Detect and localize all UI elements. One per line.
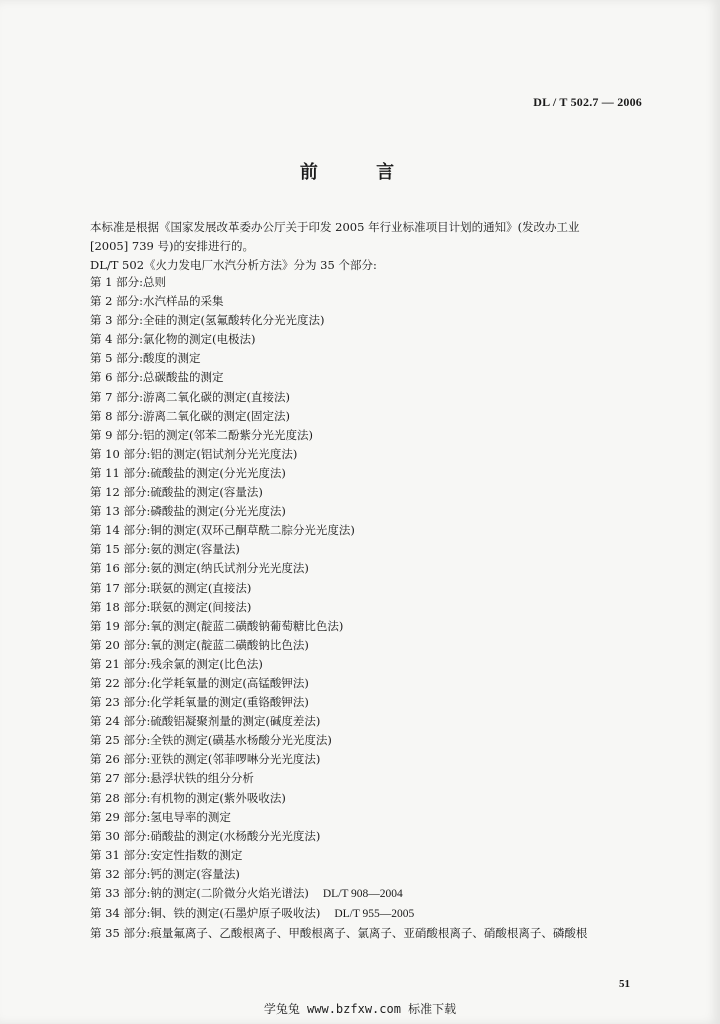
part-title: 总碳酸盐的测定 [143, 370, 224, 385]
part-title: 硫酸盐的测定(分光光度法) [150, 465, 286, 480]
list-item [90, 292, 642, 311]
part-title: 有机物的测定(紫外吸收法) [150, 790, 286, 805]
part-number: 第 3 部分: [90, 313, 144, 328]
intro-paragraph [90, 218, 642, 275]
part-number: 第 10 部分: [90, 446, 151, 461]
list-item [90, 483, 642, 502]
part-title: 痕量氟离子、乙酸根离子、甲酸根离子、氯离子、亚硝酸根离子、硝酸根离子、磷酸根 [150, 926, 588, 941]
part-title: 总则 [143, 275, 167, 289]
part-title: 联氨的测定(间接法) [150, 599, 252, 614]
part-title: 酸度的测定 [143, 351, 201, 366]
part-title: 氨的测定(容量法) [150, 542, 240, 557]
list-item [90, 865, 642, 884]
list-item [90, 388, 642, 407]
part-title: 悬浮状铁的组分分析 [150, 771, 254, 786]
part-standard-ref: DL/T 908—2004 [322, 888, 403, 900]
part-title: 氧的测定(靛蓝二磺酸钠比色法) [150, 637, 309, 652]
list-item [90, 750, 642, 769]
part-title: 钙的测定(容量法) [150, 866, 240, 881]
list-item [90, 311, 642, 330]
list-item [90, 769, 642, 788]
part-title: 氯化物的测定(电极法) [143, 332, 256, 347]
list-item [90, 540, 642, 559]
list-item [90, 407, 642, 426]
part-title: 联氨的测定(直接法) [150, 580, 252, 595]
part-number: 第 28 部分: [90, 790, 151, 805]
part-number: 第 32 部分: [90, 866, 151, 881]
part-number: 第 25 部分: [90, 733, 151, 748]
part-number: 第 13 部分: [90, 504, 151, 519]
standard-code: DL / T 502.7 — 2006 [533, 95, 642, 109]
list-item [90, 846, 642, 865]
part-number: 第 2 部分: [90, 294, 144, 309]
list-item [90, 273, 642, 292]
part-number: 第 23 部分: [90, 695, 151, 710]
part-number: 第 26 部分: [90, 752, 151, 767]
part-number: 第 6 部分: [90, 370, 144, 385]
list-item [90, 559, 642, 578]
part-number: 第 31 部分: [90, 847, 151, 862]
part-number: 第 4 部分: [90, 332, 144, 347]
part-number: 第 30 部分: [90, 828, 151, 843]
part-number: 第 15 部分: [90, 542, 151, 557]
list-item [90, 464, 642, 483]
list-item [90, 808, 642, 827]
part-title: 铝的测定(邻苯二酚紫分光光度法) [143, 427, 313, 442]
list-item [90, 349, 642, 368]
list-item [90, 636, 642, 655]
footer-watermark: 学兔兔 www.bzfxw.com 标准下载 [263, 1002, 457, 1016]
part-title: 化学耗氧量的测定(重铬酸钾法) [150, 695, 309, 710]
intro-line-1: 本标准是根据《国家发展改革委办公厅关于印发 2005 年行业标准项目计划的通知》(发改办工业 [90, 220, 580, 234]
part-number: 第 19 部分: [90, 618, 151, 633]
part-number: 第 24 部分: [90, 714, 151, 729]
part-number: 第 22 部分: [90, 675, 151, 690]
list-item [90, 693, 642, 712]
part-number: 第 1 部分: [90, 275, 144, 289]
list-item [90, 521, 642, 540]
part-title: 铝的测定(铝试剂分光光度法) [150, 446, 298, 461]
part-title: 硫酸盐的测定(容量法) [150, 485, 263, 500]
part-title: 铜的测定(双环己酮草酰二腙分光光度法) [150, 523, 355, 538]
part-number: 第 29 部分: [90, 809, 151, 824]
part-number: 第 8 部分: [90, 408, 144, 423]
intro-line-2: [2005] 739 号)的安排进行的。 [90, 239, 254, 253]
part-number: 第 16 部分: [90, 561, 151, 576]
part-number: 第 33 部分: [90, 886, 151, 900]
part-title: 残余氯的测定(比色法) [150, 656, 263, 671]
part-title: 全铁的测定(磺基水杨酸分光光度法) [150, 733, 332, 748]
part-number: 第 14 部分: [90, 523, 151, 538]
list-item [90, 330, 642, 349]
list-item [90, 598, 642, 617]
part-number: 第 35 部分: [90, 926, 151, 941]
list-item [90, 674, 642, 693]
list-item [90, 617, 642, 636]
parts-list [90, 273, 642, 943]
part-number: 第 9 部分: [90, 427, 144, 442]
part-number: 第 11 部分: [90, 465, 151, 480]
part-title: 磷酸盐的测定(分光光度法) [150, 504, 286, 519]
part-number: 第 7 部分: [90, 389, 144, 404]
part-number: 第 17 部分: [90, 580, 151, 595]
list-item [90, 502, 642, 521]
list-item [90, 884, 642, 904]
page-title: 前 言 [299, 162, 421, 183]
part-title: 铜、铁的测定(石墨炉原子吸收法) [150, 906, 321, 921]
part-number: 第 27 部分: [90, 771, 151, 786]
part-title: 全硅的测定(氢氟酸转化分光光度法) [143, 313, 325, 328]
part-number: 第 21 部分: [90, 656, 151, 671]
intro-line-3: DL/T 502《火力发电厂水汽分析方法》分为 35 个部分: [90, 258, 377, 272]
list-item [90, 712, 642, 731]
part-title: 氢电导率的测定 [150, 809, 231, 824]
part-title: 硝酸盐的测定(水杨酸分光光度法) [150, 828, 321, 843]
list-item [90, 827, 642, 846]
part-number: 第 18 部分: [90, 599, 151, 614]
part-title: 亚铁的测定(邻菲啰啉分光光度法) [150, 752, 321, 767]
part-title: 硫酸铝凝聚剂量的测定(碱度差法) [150, 714, 321, 729]
list-item [90, 445, 642, 464]
page-number: 51 [619, 978, 630, 990]
list-item [90, 426, 642, 445]
list-item [90, 924, 642, 943]
part-number: 第 34 部分: [90, 906, 151, 921]
part-standard-ref: DL/T 955—2005 [334, 908, 415, 921]
part-title: 安定性指数的测定 [150, 847, 243, 862]
part-title: 游离二氧化碳的测定(直接法) [143, 389, 290, 404]
part-title: 钠的测定(二阶微分火焰光谱法) [150, 886, 309, 900]
part-number: 第 20 部分: [90, 637, 151, 652]
part-number: 第 12 部分: [90, 485, 151, 500]
part-number: 第 5 部分: [90, 351, 144, 366]
list-item [90, 904, 642, 924]
list-item [90, 368, 642, 387]
part-title: 水汽样品的采集 [143, 294, 224, 309]
part-title: 氧的测定(靛蓝二磺酸钠葡萄糖比色法) [150, 618, 344, 633]
part-title: 化学耗氧量的测定(高锰酸钾法) [150, 675, 309, 690]
list-item [90, 579, 642, 598]
part-title: 氨的测定(纳氏试剂分光光度法) [150, 561, 309, 576]
part-title: 游离二氧化碳的测定(固定法) [143, 408, 290, 423]
list-item [90, 789, 642, 808]
list-item [90, 655, 642, 674]
list-item [90, 731, 642, 750]
